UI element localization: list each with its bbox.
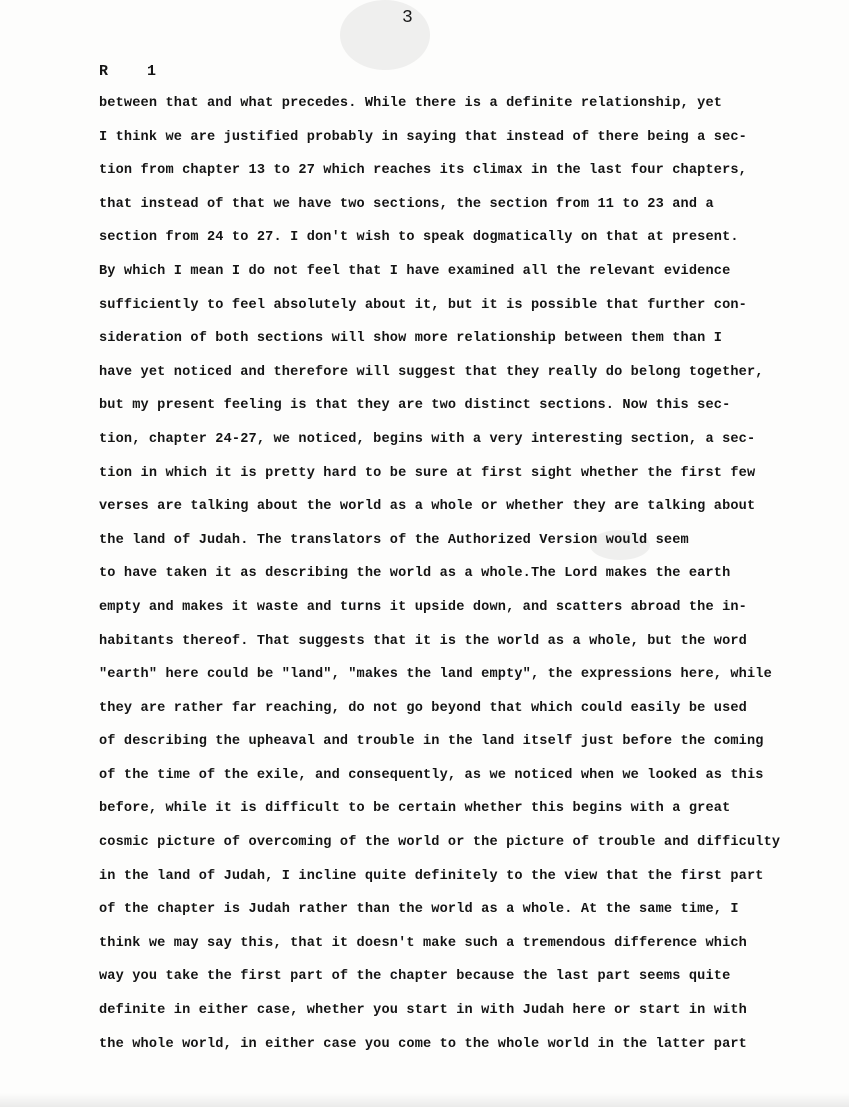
text-line: tion from chapter 13 to 27 which reaches its climax in the last four chapters,: [99, 163, 747, 179]
text-line: but my present feeling is that they are two distinct sections. Now this sec-: [99, 398, 731, 414]
section-marker-letter: R: [99, 63, 109, 80]
ink-smudge: [340, 0, 430, 70]
text-line: in the land of Judah, I incline quite definitely to the view that the first part: [99, 868, 764, 884]
text-line: sideration of both sections will show more relationship between them than I: [99, 331, 723, 347]
text-line: that instead of that we have two sections, the section from 11 to 23 and a: [99, 196, 714, 212]
text-line: way you take the first part of the chapter because the last part seems quite: [99, 969, 731, 985]
text-line: definite in either case, whether you start in with Judah here or start in with: [99, 1003, 747, 1019]
scan-edge-shadow: [0, 1093, 849, 1107]
text-line: of describing the upheaval and trouble in the land itself just before the coming: [99, 734, 764, 750]
text-line: I think we are justified probably in saying that instead of there being a sec-: [99, 129, 747, 145]
text-line: sufficiently to feel absolutely about it, but it is possible that further con-: [99, 297, 747, 313]
text-line: of the time of the exile, and consequently, as we noticed when we looked as this: [99, 767, 764, 783]
text-line: cosmic picture of overcoming of the world or the picture of trouble and difficulty: [99, 835, 781, 851]
section-marker: [99, 63, 157, 80]
text-line: they are rather far reaching, do not go beyond that which could easily be used: [99, 700, 747, 716]
text-line: tion, chapter 24-27, we noticed, begins with a very interesting section, a sec-: [99, 431, 756, 447]
text-line: of the chapter is Judah rather than the world as a whole. At the same time, I: [99, 902, 739, 918]
text-line: habitants thereof. That suggests that it is the world as a whole, but the word: [99, 633, 747, 649]
text-line: before, while it is difficult to be certain whether this begins with a great: [99, 801, 731, 817]
text-line: tion in which it is pretty hard to be sure at first sight whether the first few: [99, 465, 756, 481]
body-text: [99, 94, 799, 1068]
text-line: the land of Judah. The translators of the Authorized Version would seem: [99, 532, 689, 548]
text-line: "earth" here could be "land", "makes the land empty", the expressions here, while: [99, 667, 772, 683]
text-line: the whole world, in either case you come to the whole world in the latter part: [99, 1036, 747, 1052]
text-line: to have taken it as describing the world as a whole.The Lord makes the earth: [99, 566, 731, 582]
text-line: section from 24 to 27. I don't wish to speak dogmatically on that at present.: [99, 230, 739, 246]
text-line: verses are talking about the world as a whole or whether they are talking about: [99, 499, 756, 515]
page-number: 3: [402, 8, 413, 28]
text-line: between that and what precedes. While there is a definite relationship, yet: [99, 96, 723, 111]
text-line: have yet noticed and therefore will suggest that they really do belong together,: [99, 364, 764, 380]
text-line: empty and makes it waste and turns it upside down, and scatters abroad the in-: [99, 599, 747, 615]
text-line: think we may say this, that it doesn't make such a tremendous difference which: [99, 935, 747, 951]
section-marker-number: 1: [147, 63, 157, 80]
text-line: By which I mean I do not feel that I have examined all the relevant evidence: [99, 263, 731, 279]
